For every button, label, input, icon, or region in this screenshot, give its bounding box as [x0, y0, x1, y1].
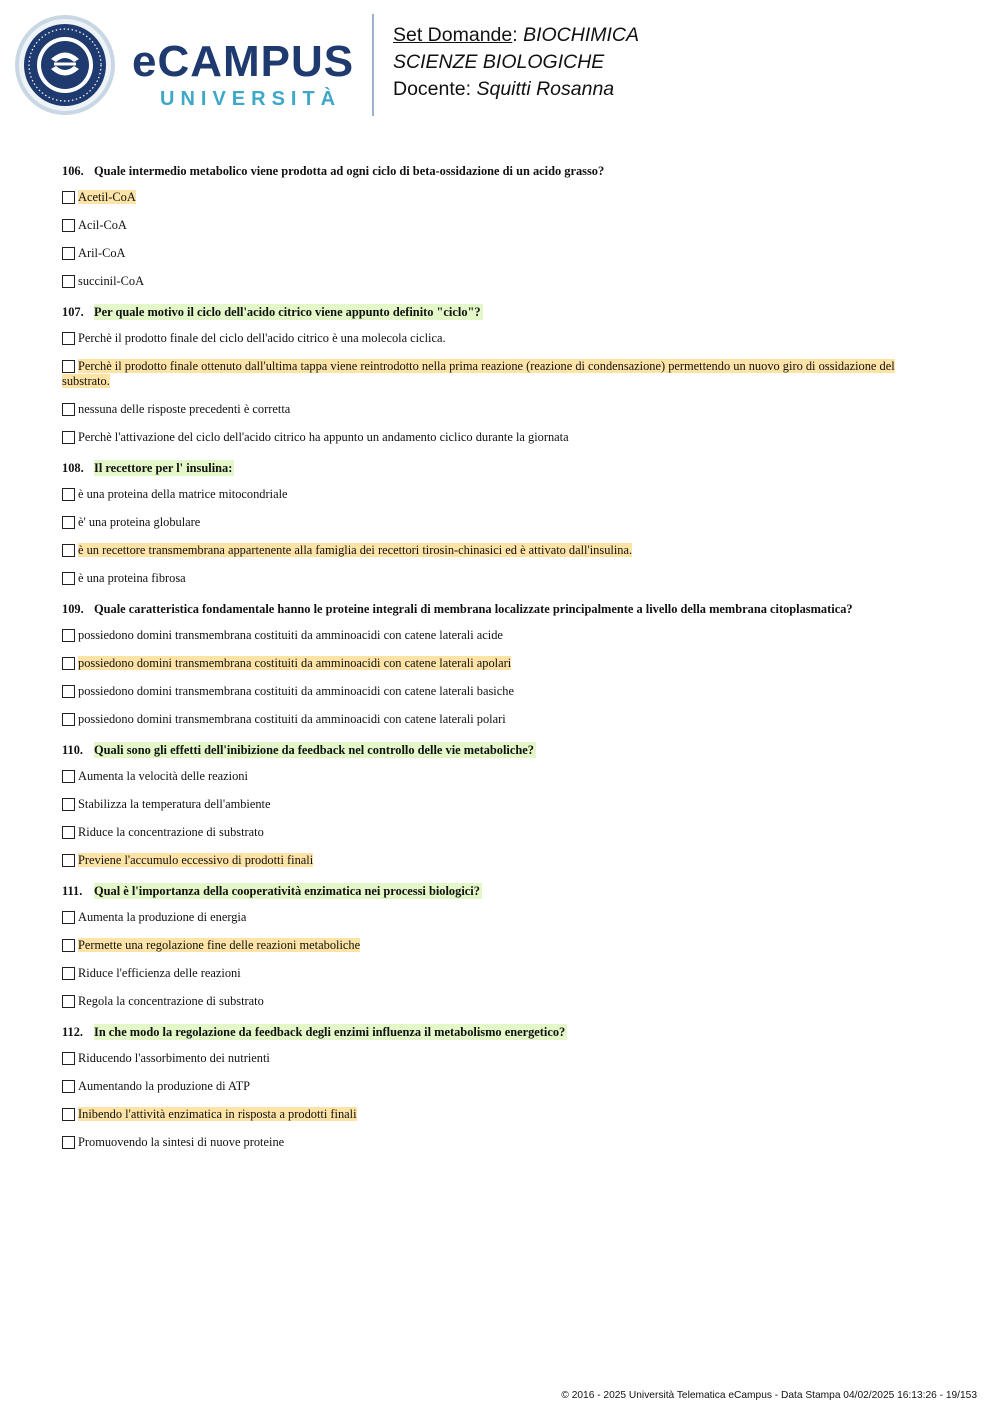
answer-checkbox[interactable] [62, 544, 75, 557]
answer-checkbox[interactable] [62, 360, 75, 373]
answer-checkbox[interactable] [62, 516, 75, 529]
ecampus-wordmark [132, 37, 355, 111]
answer-checkbox[interactable] [62, 911, 75, 924]
answer-option[interactable] [62, 515, 912, 530]
answer-option[interactable] [62, 1107, 912, 1122]
answer-checkbox[interactable] [62, 1080, 75, 1093]
answer-text-correct: Inibendo l'attività enzimatica in risposta a prodotti finali [78, 1107, 357, 1121]
answer-option[interactable] [62, 769, 912, 784]
answer-option[interactable] [62, 797, 912, 812]
answer-checkbox[interactable] [62, 854, 75, 867]
answer-checkbox[interactable] [62, 332, 75, 345]
question-title [62, 741, 912, 759]
question-108 [62, 459, 912, 586]
teacher-name: Squitti Rosanna [476, 78, 615, 100]
answer-text: possiedono domini transmembrana costituiti da amminoacidi con catene laterali basiche [78, 684, 514, 698]
answer-text: nessuna delle risposte precedenti è corretta [78, 402, 291, 416]
answer-option[interactable] [62, 656, 912, 671]
answer-text: Acil-CoA [78, 218, 127, 232]
answer-text-correct: possiedono domini transmembrana costituiti da amminoacidi con catene laterali apolari [78, 656, 512, 670]
answer-checkbox[interactable] [62, 572, 75, 585]
answer-checkbox[interactable] [62, 488, 75, 501]
answer-checkbox[interactable] [62, 247, 75, 260]
question-number: 111. [62, 884, 83, 898]
question-title [62, 882, 912, 900]
question-title [62, 600, 912, 618]
set-value: BIOCHIMICA [523, 24, 640, 46]
answer-checkbox[interactable] [62, 431, 75, 444]
answer-checkbox[interactable] [62, 967, 75, 980]
answer-text: Riducendo l'assorbimento dei nutrienti [78, 1051, 270, 1065]
answer-option[interactable] [62, 712, 912, 727]
question-title [62, 459, 912, 477]
teacher-line [393, 76, 639, 103]
answer-text-correct: Acetil-CoA [78, 190, 136, 204]
answer-text: Promuovendo la sintesi di nuove proteine [78, 1135, 285, 1149]
answer-checkbox[interactable] [62, 995, 75, 1008]
answer-text: Riduce l'efficienza delle reazioni [78, 966, 241, 980]
answer-text-correct: Permette una regolazione fine delle reazioni metaboliche [78, 938, 361, 952]
question-text: Per quale motivo il ciclo dell'acido citrico viene appunto definito "ciclo"? [94, 305, 481, 319]
question-title [62, 162, 912, 180]
answer-text: Regola la concentrazione di substrato [78, 994, 264, 1008]
answer-checkbox[interactable] [62, 939, 75, 952]
answer-option[interactable] [62, 938, 912, 953]
question-list [62, 162, 912, 1164]
question-110 [62, 741, 912, 868]
answer-text: Perchè il prodotto finale del ciclo dell'acido citrico è una molecola ciclica. [78, 331, 446, 345]
answer-option[interactable] [62, 628, 912, 643]
answer-option[interactable] [62, 218, 912, 233]
teacher-label: Docente: [393, 78, 477, 100]
answer-option[interactable] [62, 1079, 912, 1094]
answer-checkbox[interactable] [62, 1136, 75, 1149]
answer-checkbox[interactable] [62, 770, 75, 783]
answer-option[interactable] [62, 430, 912, 445]
set-info [393, 22, 639, 103]
question-text: Quale intermedio metabolico viene prodotta ad ogni ciclo di beta-ossidazione di un acido grasso? [94, 164, 605, 178]
answer-checkbox[interactable] [62, 219, 75, 232]
answer-text: Stabilizza la temperatura dell'ambiente [78, 797, 271, 811]
answer-option[interactable] [62, 487, 912, 502]
question-number: 107. [62, 305, 84, 319]
wordmark-universita: UNIVERSITÀ [160, 88, 342, 110]
question-text: Quale caratteristica fondamentale hanno le proteine integrali di membrana localizzate principalmente a livello della membrana citoplasmatica? [94, 602, 853, 616]
answer-text-correct: è un recettore transmembrana appartenente alla famiglia dei recettori tirosin-chinasici ed è attivato dall'insulina. [78, 543, 633, 557]
header-divider [372, 14, 374, 116]
question-109 [62, 600, 912, 727]
answer-option[interactable] [62, 571, 912, 586]
course-line [393, 49, 639, 76]
answer-checkbox[interactable] [62, 657, 75, 670]
answer-text: è una proteina della matrice mitocondriale [78, 487, 288, 501]
question-number: 108. [62, 461, 84, 475]
answer-option[interactable] [62, 246, 912, 261]
question-112 [62, 1023, 912, 1150]
answer-text: possiedono domini transmembrana costituiti da amminoacidi con catene laterali polari [78, 712, 506, 726]
answer-text: possiedono domini transmembrana costituiti da amminoacidi con catene laterali acide [78, 628, 503, 642]
answer-option[interactable] [62, 274, 912, 289]
question-111 [62, 882, 912, 1009]
answer-option[interactable] [62, 359, 912, 389]
question-text: Il recettore per l' insulina: [94, 461, 233, 475]
answer-text: Aumentando la produzione di ATP [78, 1079, 251, 1093]
answer-text: Perchè l'attivazione del ciclo dell'acido citrico ha appunto un andamento ciclico durante la giornata [78, 430, 569, 444]
question-106 [62, 162, 912, 289]
question-title [62, 1023, 912, 1041]
answer-checkbox[interactable] [62, 403, 75, 416]
answer-option[interactable] [62, 994, 912, 1009]
answer-option[interactable] [62, 1051, 912, 1066]
answer-text: è' una proteina globulare [78, 515, 201, 529]
question-text: Qual è l'importanza della cooperatività enzimatica nei processi biologici? [94, 884, 480, 898]
question-text: Quali sono gli effetti dell'inibizione da feedback nel controllo delle vie metaboliche? [94, 743, 534, 757]
answer-option[interactable] [62, 543, 912, 558]
set-title-line [393, 22, 639, 49]
answer-option[interactable] [62, 331, 912, 346]
answer-text-correct: Previene l'accumulo eccessivo di prodotti finali [78, 853, 314, 867]
answer-option[interactable] [62, 190, 912, 205]
page-header [0, 0, 1000, 130]
question-number: 112. [62, 1025, 83, 1039]
answer-option[interactable] [62, 853, 912, 868]
course-name: SCIENZE BIOLOGICHE [393, 51, 605, 73]
answer-checkbox[interactable] [62, 685, 75, 698]
answer-checkbox[interactable] [62, 191, 75, 204]
question-text: In che modo la regolazione da feedback degli enzimi influenza il metabolismo energetico? [94, 1025, 566, 1039]
answer-text: Riduce la concentrazione di substrato [78, 825, 264, 839]
answer-text-correct: Perchè il prodotto finale ottenuto dall'ultima tappa viene reintrodotto nella prima reazione (reazione di condensazione) permettendo un nuovo giro di ossidazione del substrato. [62, 359, 895, 388]
answer-checkbox[interactable] [62, 1052, 75, 1065]
answer-checkbox[interactable] [62, 713, 75, 726]
answer-text: Aumenta la velocità delle reazioni [78, 769, 248, 783]
question-107 [62, 303, 912, 445]
answer-option[interactable] [62, 1135, 912, 1150]
answer-option[interactable] [62, 966, 912, 981]
answer-checkbox[interactable] [62, 629, 75, 642]
answer-checkbox[interactable] [62, 275, 75, 288]
answer-text: Aumenta la produzione di energia [78, 910, 247, 924]
ecampus-seal-logo [14, 14, 116, 116]
answer-text: è una proteina fibrosa [78, 571, 186, 585]
question-number: 109. [62, 602, 84, 616]
answer-checkbox[interactable] [62, 798, 75, 811]
answer-text: succinil-CoA [78, 274, 145, 288]
page-footer: © 2016 - 2025 Università Telematica eCampus - Data Stampa 04/02/2025 16:13:26 - 19/153 [561, 1390, 977, 1401]
question-number: 106. [62, 164, 84, 178]
question-title [62, 303, 912, 321]
set-colon: : [512, 24, 524, 46]
question-number: 110. [62, 743, 83, 757]
answer-option[interactable] [62, 825, 912, 840]
answer-option[interactable] [62, 684, 912, 699]
answer-checkbox[interactable] [62, 826, 75, 839]
wordmark-ecampus: eCAMPUS [132, 37, 355, 86]
answer-checkbox[interactable] [62, 1108, 75, 1121]
set-label: Set Domande [393, 24, 513, 46]
answer-text: Aril-CoA [78, 246, 126, 260]
answer-option[interactable] [62, 402, 912, 417]
answer-option[interactable] [62, 910, 912, 925]
